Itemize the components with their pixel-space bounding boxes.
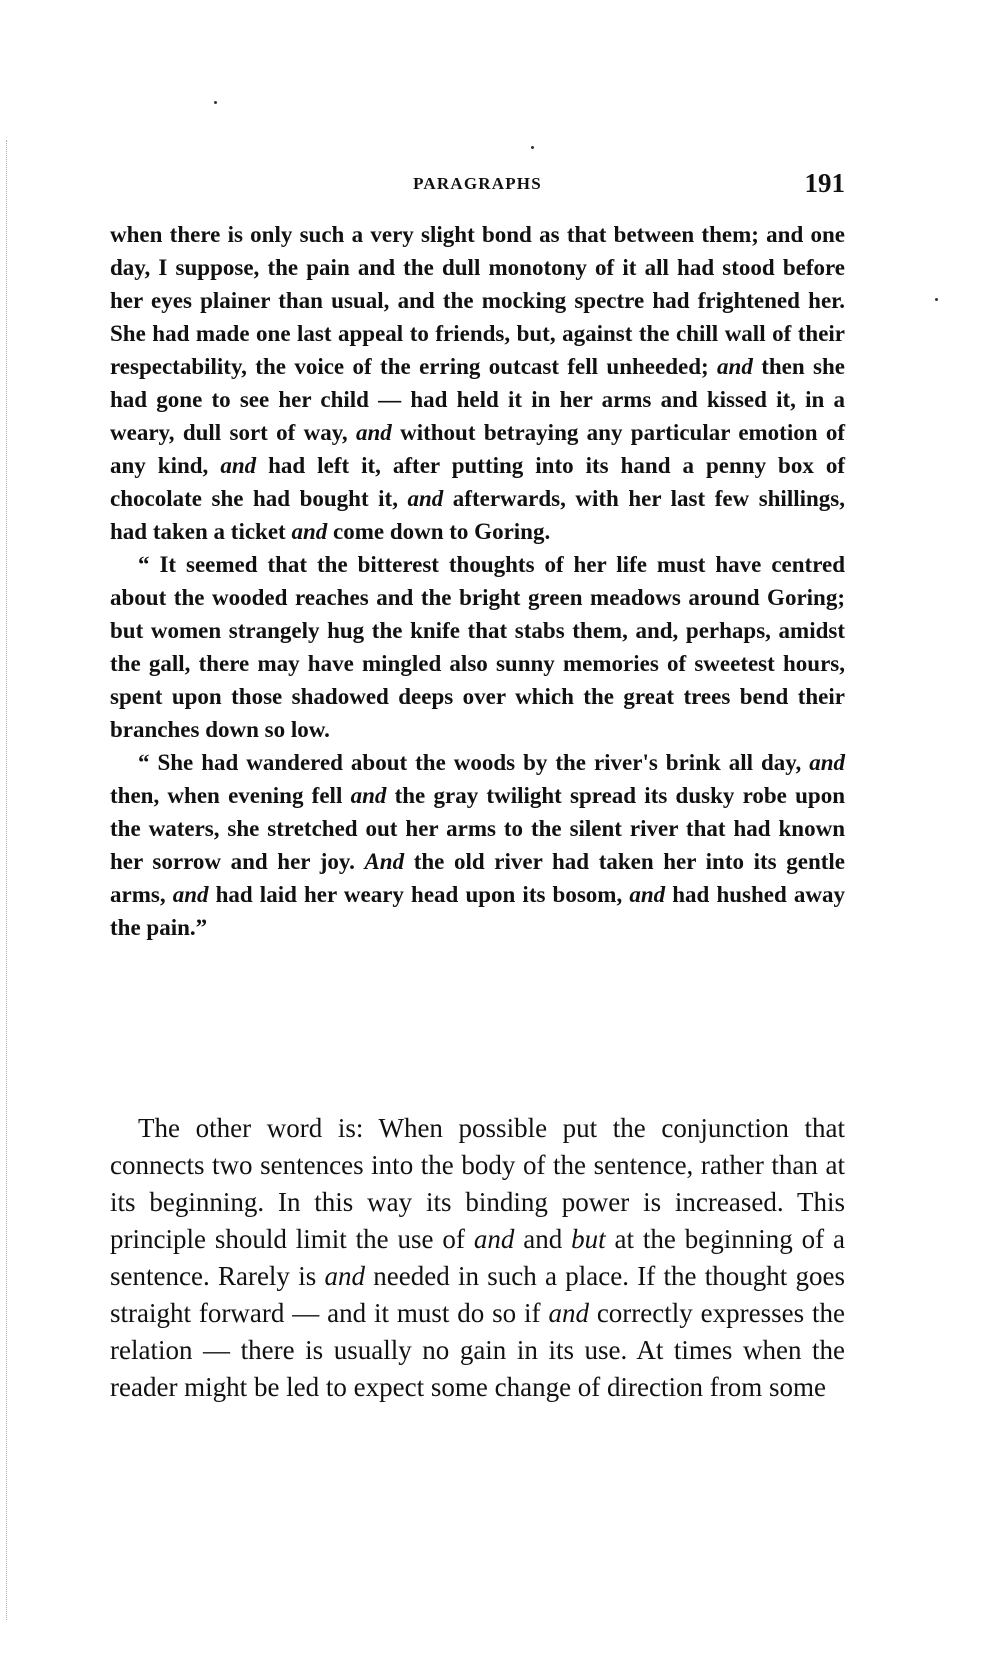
italic-word: but xyxy=(571,1224,606,1254)
text-run: come down to Goring. xyxy=(327,519,551,544)
italic-word: and xyxy=(473,1224,515,1254)
body-paragraph xyxy=(110,1110,845,1406)
body-text xyxy=(110,1110,845,1406)
text-run: had laid her weary head upon its bosom, xyxy=(208,882,630,907)
italic-word: and xyxy=(629,882,666,907)
italic-word: and xyxy=(407,486,444,511)
italic-word: and xyxy=(350,783,387,808)
text-run: then, when evening fell xyxy=(110,783,351,808)
text-run: “ It seemed that the bitterest thoughts of her life must have centred about the wooded reaches and the bright green meadows around Goring; but women strangely hug the knife that stabs them, and, perhaps, amidst the gall, there may have mingled also sunny memories of sweetest hours, spent upon those shadowed deeps over which the great trees bend their branches down so low. xyxy=(110,552,845,742)
italic-word: And xyxy=(364,849,405,874)
text-run: the old river had taken her into its gentle arms, xyxy=(110,849,845,907)
quote-paragraph xyxy=(110,746,845,944)
page-header xyxy=(110,168,845,200)
quoted-passage xyxy=(110,218,845,944)
text-run: at the beginning of a sentence. Rarely is xyxy=(110,1224,846,1291)
italic-word: and xyxy=(809,750,845,775)
text-run: without betraying any particular emotion of any kind, xyxy=(110,420,845,478)
ink-speck xyxy=(531,146,534,149)
text-run: correctly expresses the relation — there is usually no gain in its use. At times when the reader might be led to expect some change of direction from some xyxy=(110,1298,845,1402)
italic-word: and xyxy=(356,420,392,445)
italic-word: and xyxy=(548,1298,589,1328)
italic-word: and xyxy=(717,354,753,379)
text-run: had left it, after putting into its hand a penny box of chocolate she had bought it, xyxy=(110,453,846,511)
text-run: when there is only such a very slight bond as that between them; and one day, I suppose, the pain and the dull monotony of it all had stood before her eyes plainer than usual, and the mocking spectre had frightened her. She had made one last appeal to friends, but, against the chill wall of their respectability, the voice of the erring outcast fell unheeded; xyxy=(110,222,845,379)
italic-word: and xyxy=(291,519,328,544)
ink-speck xyxy=(214,101,217,104)
italic-word: and xyxy=(220,453,257,478)
text-run: The other word is: When possible put the conjunction that connects two sentences into the body of the sentence, rather than at its beginning. In this way its binding power is increased. This principle should limit the use of xyxy=(110,1113,845,1254)
text-run: needed in such a place. If the thought goes straight forward — and it must do so if xyxy=(110,1261,845,1328)
left-margin-bleed xyxy=(6,140,9,1620)
text-run: afterwards, with her last few shillings, had taken a ticket xyxy=(110,486,845,544)
ink-speck xyxy=(935,298,938,301)
text-run: had hushed away the pain.” xyxy=(110,882,845,940)
italic-word: and xyxy=(172,882,209,907)
quote-paragraph xyxy=(110,218,845,548)
quote-paragraph xyxy=(110,548,845,746)
italic-word: and xyxy=(324,1261,365,1291)
page-number: 191 xyxy=(804,168,845,198)
text-run: and xyxy=(514,1224,572,1254)
text-run: the gray twilight spread its dusky robe upon the waters, she stretched out her arms to the silent river that had known her sorrow and her joy. xyxy=(110,783,845,874)
text-run: “ She had wandered about the woods by the river's brink all day, xyxy=(138,750,810,775)
text-run: then she had gone to see her child — had held it in her arms and kissed it, in a weary, dull sort of way, xyxy=(110,354,845,445)
running-head: PARAGRAPHS xyxy=(413,174,542,193)
